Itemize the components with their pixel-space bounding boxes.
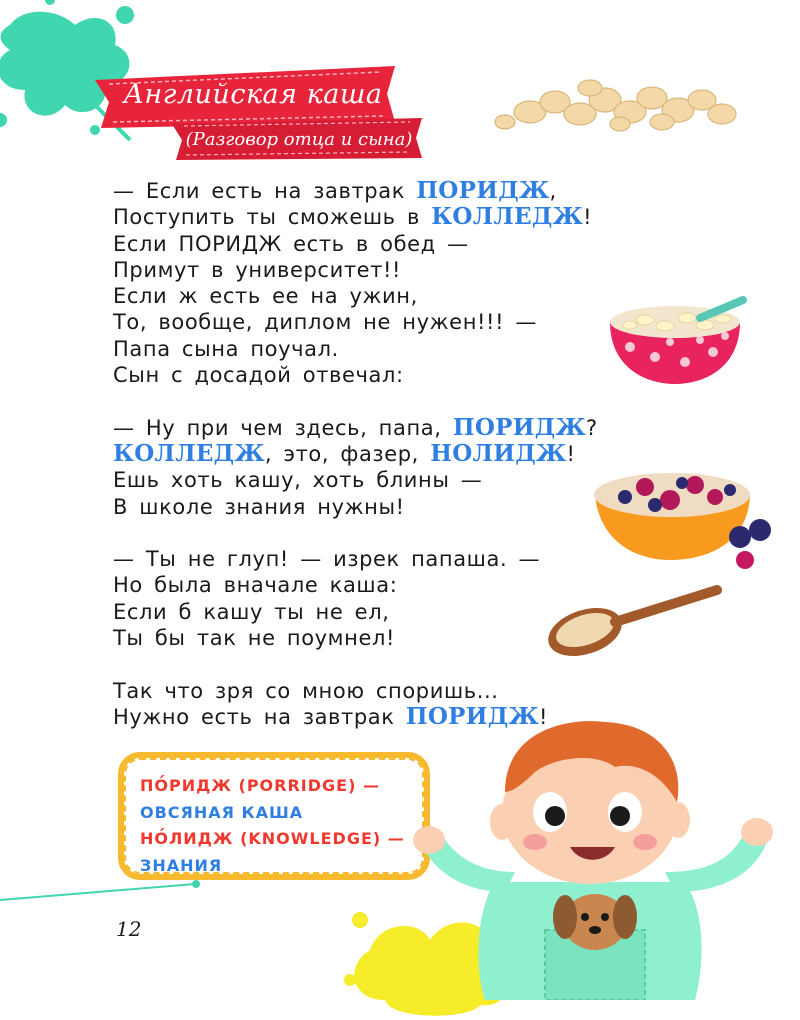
poem-line-text: — Если есть на завтрак [113,179,417,203]
poem-line [113,309,653,335]
boy-illustration [405,712,800,1000]
poem-keyword: КОЛЛЕДЖ [113,439,265,467]
glossary-text [140,773,405,879]
page-title: Английская каша [123,78,383,110]
poem-line [113,494,653,520]
glossary-term-porridge: ПО́РИДЖ (PORRIDGE) — [140,776,380,795]
poem-line-text: , [549,179,557,203]
poem-line-text: — Ты не глуп! — изрек папаша. — [113,547,541,572]
poem-line-text: Папа сына поучал. [113,336,339,361]
poem-line-text: ! [566,441,576,466]
poem-line [113,441,653,467]
poem-line-text: Если ж есть ее на ужин, [113,284,418,309]
page-subtitle: (Разговор отца и сына) [185,128,413,150]
glossary-term-knowledge: НО́ЛИДЖ (KNOWLEDGE) — [140,829,405,848]
poem-line-text: Ты бы так не поумнел! [113,626,396,651]
poem-line-text: Сын с досадой отвечал: [113,363,404,388]
poem-line-text: ? [586,415,598,440]
poem-line-text: , это, фазер, [264,441,431,466]
poem-line-text: Но была вначале каша: [113,573,398,598]
poem-line [113,178,653,204]
stanza-gap [113,520,653,546]
poem-line [113,362,653,388]
poem-line-text: Примут в университет!! [113,257,402,282]
poem-line-text: ! [583,205,593,230]
poem-line-text: Если б кашу ты не ел, [113,599,390,624]
poem-line-text: То, вообще, диплом не нужен!!! — [113,310,537,335]
poem-line [113,257,653,283]
poem-line [113,415,653,441]
poem-line [113,336,653,362]
poem-line-text: Если ПОРИДЖ есть в обед — [113,231,469,256]
poem-keyword: КОЛЛЕДЖ [431,203,584,231]
poem-keyword: ПОРИДЖ [416,177,550,204]
pink-porridge-bowl-image [605,292,755,388]
poem-line-text: Так что зря со мною споришь... [113,678,499,703]
poem-line-text: Нужно есть на завтрак [113,704,406,729]
oat-flakes-image [490,74,750,138]
poem-keyword: НОЛИДЖ [430,439,567,467]
page-number: 12 [116,917,142,941]
teal-paint-drip [0,880,210,920]
poem-line [113,678,653,704]
poem-line-text: — Ну при чем здесь, папа, [113,415,453,440]
poem-line [113,231,653,257]
poem-line [113,467,653,493]
glossary-meaning-porridge: ОВСЯНАЯ КАША [140,802,304,822]
stanza-gap [113,388,653,414]
glossary-meaning-knowledge: ЗНАНИЯ [140,855,223,875]
poem-line-text: Ешь хоть кашу, хоть блины — [113,468,483,493]
poem-line [113,204,653,230]
poem-keyword: ПОРИДЖ [452,413,587,441]
poem-line-text: Поступить ты сможешь в [113,205,432,230]
poem-line-text: В школе знания нужны! [113,494,405,519]
poem-keyword: ПОРИДЖ [405,702,540,730]
poem-line-text: ! [539,704,549,729]
poem-line [113,546,653,572]
berry-porridge-bowl-image [590,455,780,580]
wooden-spoon-image [545,582,725,662]
poem-line [113,283,653,309]
